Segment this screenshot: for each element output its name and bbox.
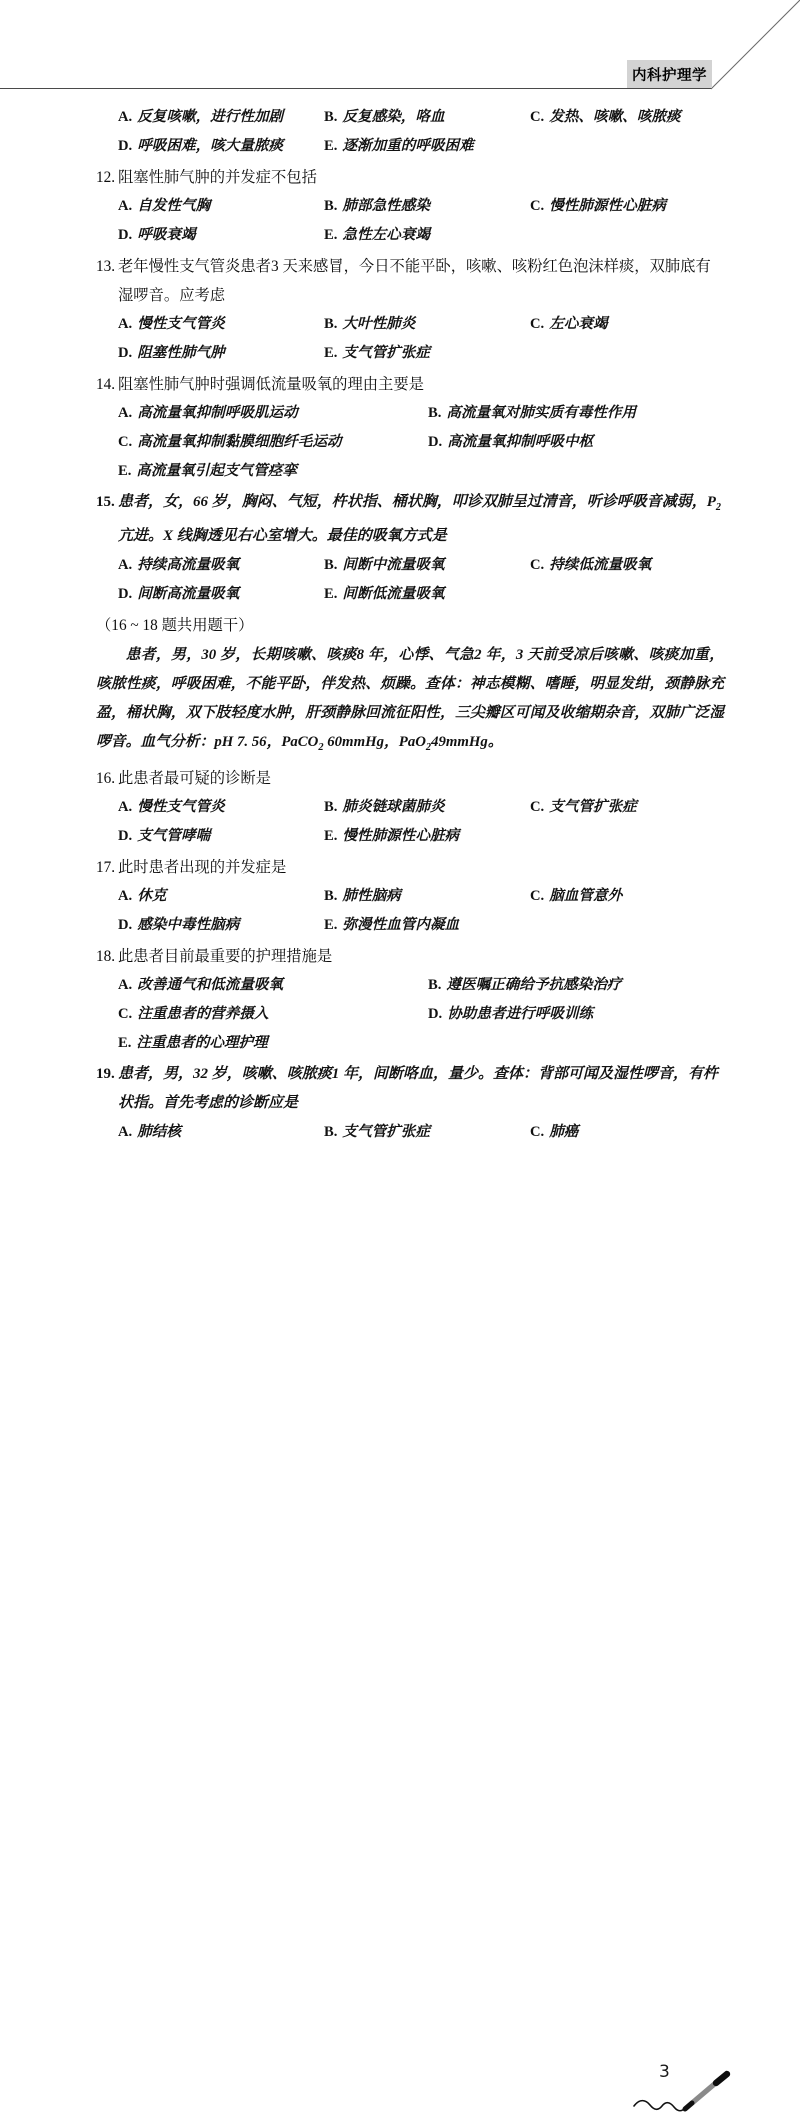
option-c[interactable]: C. 高流量氧抑制黏膜细胞纤毛运动: [118, 434, 342, 450]
option-b[interactable]: B. 遵医嘱正确给予抗感染治疗: [428, 976, 622, 993]
question-text-subscript: 2: [715, 502, 722, 513]
question-text: 此患者最可疑的诊断是: [118, 769, 271, 787]
option-row: [118, 103, 724, 132]
option-row: [118, 399, 724, 428]
option-row: [118, 911, 724, 940]
option-d[interactable]: D. 间断高流量吸氧: [118, 586, 240, 602]
passage-part3: 49mmHg。: [431, 734, 503, 750]
option-c[interactable]: C. 支气管扩张症: [530, 798, 637, 815]
option-row: [118, 822, 724, 851]
option-b[interactable]: B. 支气管扩张症: [324, 1123, 430, 1140]
question-12: [96, 163, 724, 250]
option-b[interactable]: B. 肺性脑病: [324, 887, 401, 904]
question-stem: [96, 764, 724, 793]
question-text: 此时患者出现的并发症是: [118, 858, 287, 876]
shared-stem-passage: [96, 641, 724, 762]
question-text: 患者，男，32 岁，咳嗽、咳脓痰1 年，间断咯血，量少。查体：背部可闻及湿性啰音，有杵状指。首先考虑的诊断应是: [118, 1065, 719, 1111]
option-a[interactable]: A. 休克: [118, 887, 167, 904]
question-number: 19.: [96, 1065, 115, 1082]
option-d[interactable]: D. 呼吸衰竭: [118, 227, 196, 243]
shared-stem-group: [96, 611, 724, 762]
option-a[interactable]: A. 改善通气和低流量吸氧: [118, 976, 284, 993]
page-header: [0, 0, 800, 92]
option-e[interactable]: E. 逐渐加重的呼吸困难: [324, 138, 474, 154]
question-text-part2: 亢进。X 线胸透见右心室增大。最佳的吸氧方式是: [118, 528, 447, 544]
question-stem: [96, 163, 724, 192]
question-text: 阻塞性肺气肿的并发症不包括: [118, 169, 317, 186]
option-e[interactable]: E. 急性左心衰竭: [324, 227, 430, 243]
question-15: [96, 488, 724, 609]
option-c[interactable]: C. 发热、咳嗽、咳脓痰: [530, 109, 681, 125]
option-d[interactable]: D. 协助患者进行呼吸训练: [428, 1005, 594, 1022]
passage-subscript-1: 2: [318, 741, 324, 753]
question-11-options-continued: [96, 103, 724, 161]
option-row: [118, 1118, 724, 1147]
question-stem: [96, 370, 724, 399]
option-e[interactable]: E. 支气管扩张症: [324, 345, 430, 361]
option-a[interactable]: A. 自发性气胸: [118, 198, 211, 214]
option-d[interactable]: D. 支气管哮喘: [118, 827, 211, 844]
option-a[interactable]: A. 反复咳嗽，进行性加剧: [118, 109, 284, 125]
pen-signature-icon: [630, 2066, 750, 2126]
option-row: [118, 1000, 724, 1029]
option-b[interactable]: B. 肺炎链球菌肺炎: [324, 798, 445, 815]
option-b[interactable]: B. 大叶性肺炎: [324, 316, 416, 332]
option-e[interactable]: E. 注重患者的心理护理: [118, 1034, 268, 1051]
question-16: [96, 764, 724, 851]
option-c[interactable]: C. 脑血管意外: [530, 887, 623, 904]
option-row: [118, 221, 724, 250]
page-header-title: 内科护理学: [627, 60, 712, 88]
page-number: 3: [659, 2062, 670, 2082]
option-e[interactable]: E. 高流量氧引起支气管痉挛: [118, 463, 297, 479]
option-row: [118, 551, 724, 580]
option-row: [118, 793, 724, 822]
question-number: 14.: [96, 376, 116, 393]
passage-subscript-2: 2: [425, 741, 432, 753]
option-c[interactable]: C. 左心衰竭: [530, 316, 608, 332]
option-row: [118, 457, 724, 486]
question-number: 12.: [96, 169, 116, 186]
option-d[interactable]: D. 阻塞性肺气肿: [118, 345, 225, 361]
option-e[interactable]: E. 慢性肺源性心脏病: [324, 827, 460, 844]
option-row: [118, 132, 724, 161]
option-d[interactable]: D. 高流量氧抑制呼吸中枢: [428, 434, 594, 450]
option-e[interactable]: E. 弥漫性血管内凝血: [324, 916, 460, 933]
question-number: 17.: [96, 858, 116, 876]
option-a[interactable]: A. 持续高流量吸氧: [118, 557, 240, 573]
option-b[interactable]: B. 高流量氧对肺实质有毒性作用: [428, 405, 637, 421]
option-row: [118, 580, 724, 609]
corner-diagonal-line-icon: [700, 0, 800, 92]
question-stem: [96, 252, 724, 310]
option-b[interactable]: B. 反复感染，咯血: [324, 109, 445, 125]
option-a[interactable]: A. 慢性支气管炎: [118, 316, 225, 332]
option-row: [118, 428, 724, 457]
option-b[interactable]: B. 肺部急性感染: [324, 198, 430, 214]
question-text: 此患者目前最重要的护理措施是: [118, 947, 333, 965]
option-d[interactable]: D. 感染中毒性脑病: [118, 916, 240, 933]
option-a[interactable]: A. 慢性支气管炎: [118, 798, 225, 815]
question-number: 13.: [96, 258, 116, 275]
option-row: [118, 192, 724, 221]
passage-part1: 患者，男，30 岁，长期咳嗽、咳痰8 年，心悸、气急2 年，3 天前受凉后咳嗽、咳痰加重，咳脓性痰，呼吸困难，不能平卧，伴发热、烦躁。查体：神志模糊、嗜睡，明显发绀，颈静脉充盈，桶状胸，双下肢轻度水肿，肝颈静脉回流征阳性，三尖瓣区可闻及收缩期杂音，双肺广泛湿啰音。血气分析：pH 7. 56，PaCO: [96, 647, 724, 750]
exam-question-list: [96, 103, 724, 1149]
option-c[interactable]: C. 肺癌: [530, 1123, 579, 1140]
question-stem: [96, 942, 724, 971]
question-13: [96, 252, 724, 368]
option-c[interactable]: C. 注重患者的营养摄入: [118, 1005, 269, 1022]
shared-stem-heading: （16 ~ 18 题共用题干）: [96, 617, 254, 634]
question-17: [96, 853, 724, 940]
option-row: [118, 882, 724, 911]
option-a[interactable]: A. 高流量氧抑制呼吸肌运动: [118, 405, 298, 421]
question-text: 老年慢性支气管炎患者3 天来感冒，今日不能平卧，咳嗽、咳粉红色泡沫样痰，双肺底有湿啰音。应考虑: [118, 258, 711, 304]
option-d[interactable]: D. 呼吸困难，咳大量脓痰: [118, 138, 284, 154]
header-rule: [0, 88, 712, 89]
option-e[interactable]: E. 间断低流量吸氧: [324, 586, 445, 602]
question-14: [96, 370, 724, 486]
passage-part2: 60mmHg，PaO: [323, 734, 426, 750]
question-number: 15.: [96, 494, 115, 510]
option-row: [118, 971, 724, 1000]
question-stem: [96, 853, 724, 882]
option-row: [118, 310, 724, 339]
question-text: 阻塞性肺气肿时强调低流量吸氧的理由主要是: [118, 376, 424, 393]
option-a[interactable]: A. 肺结核: [118, 1123, 181, 1140]
option-c[interactable]: C. 持续低流量吸氧: [530, 557, 652, 573]
question-number: 18.: [96, 947, 116, 965]
option-row: [118, 339, 724, 368]
question-number: 16.: [96, 769, 116, 787]
question-stem: [96, 488, 724, 551]
question-text-part1: 患者，女，66 岁，胸闷、气短，杵状指、桶状胸，叩诊双肺呈过清音，听诊呼吸音减弱，P: [118, 494, 716, 510]
option-b[interactable]: B. 间断中流量吸氧: [324, 557, 445, 573]
option-c[interactable]: C. 慢性肺源性心脏病: [530, 198, 666, 214]
